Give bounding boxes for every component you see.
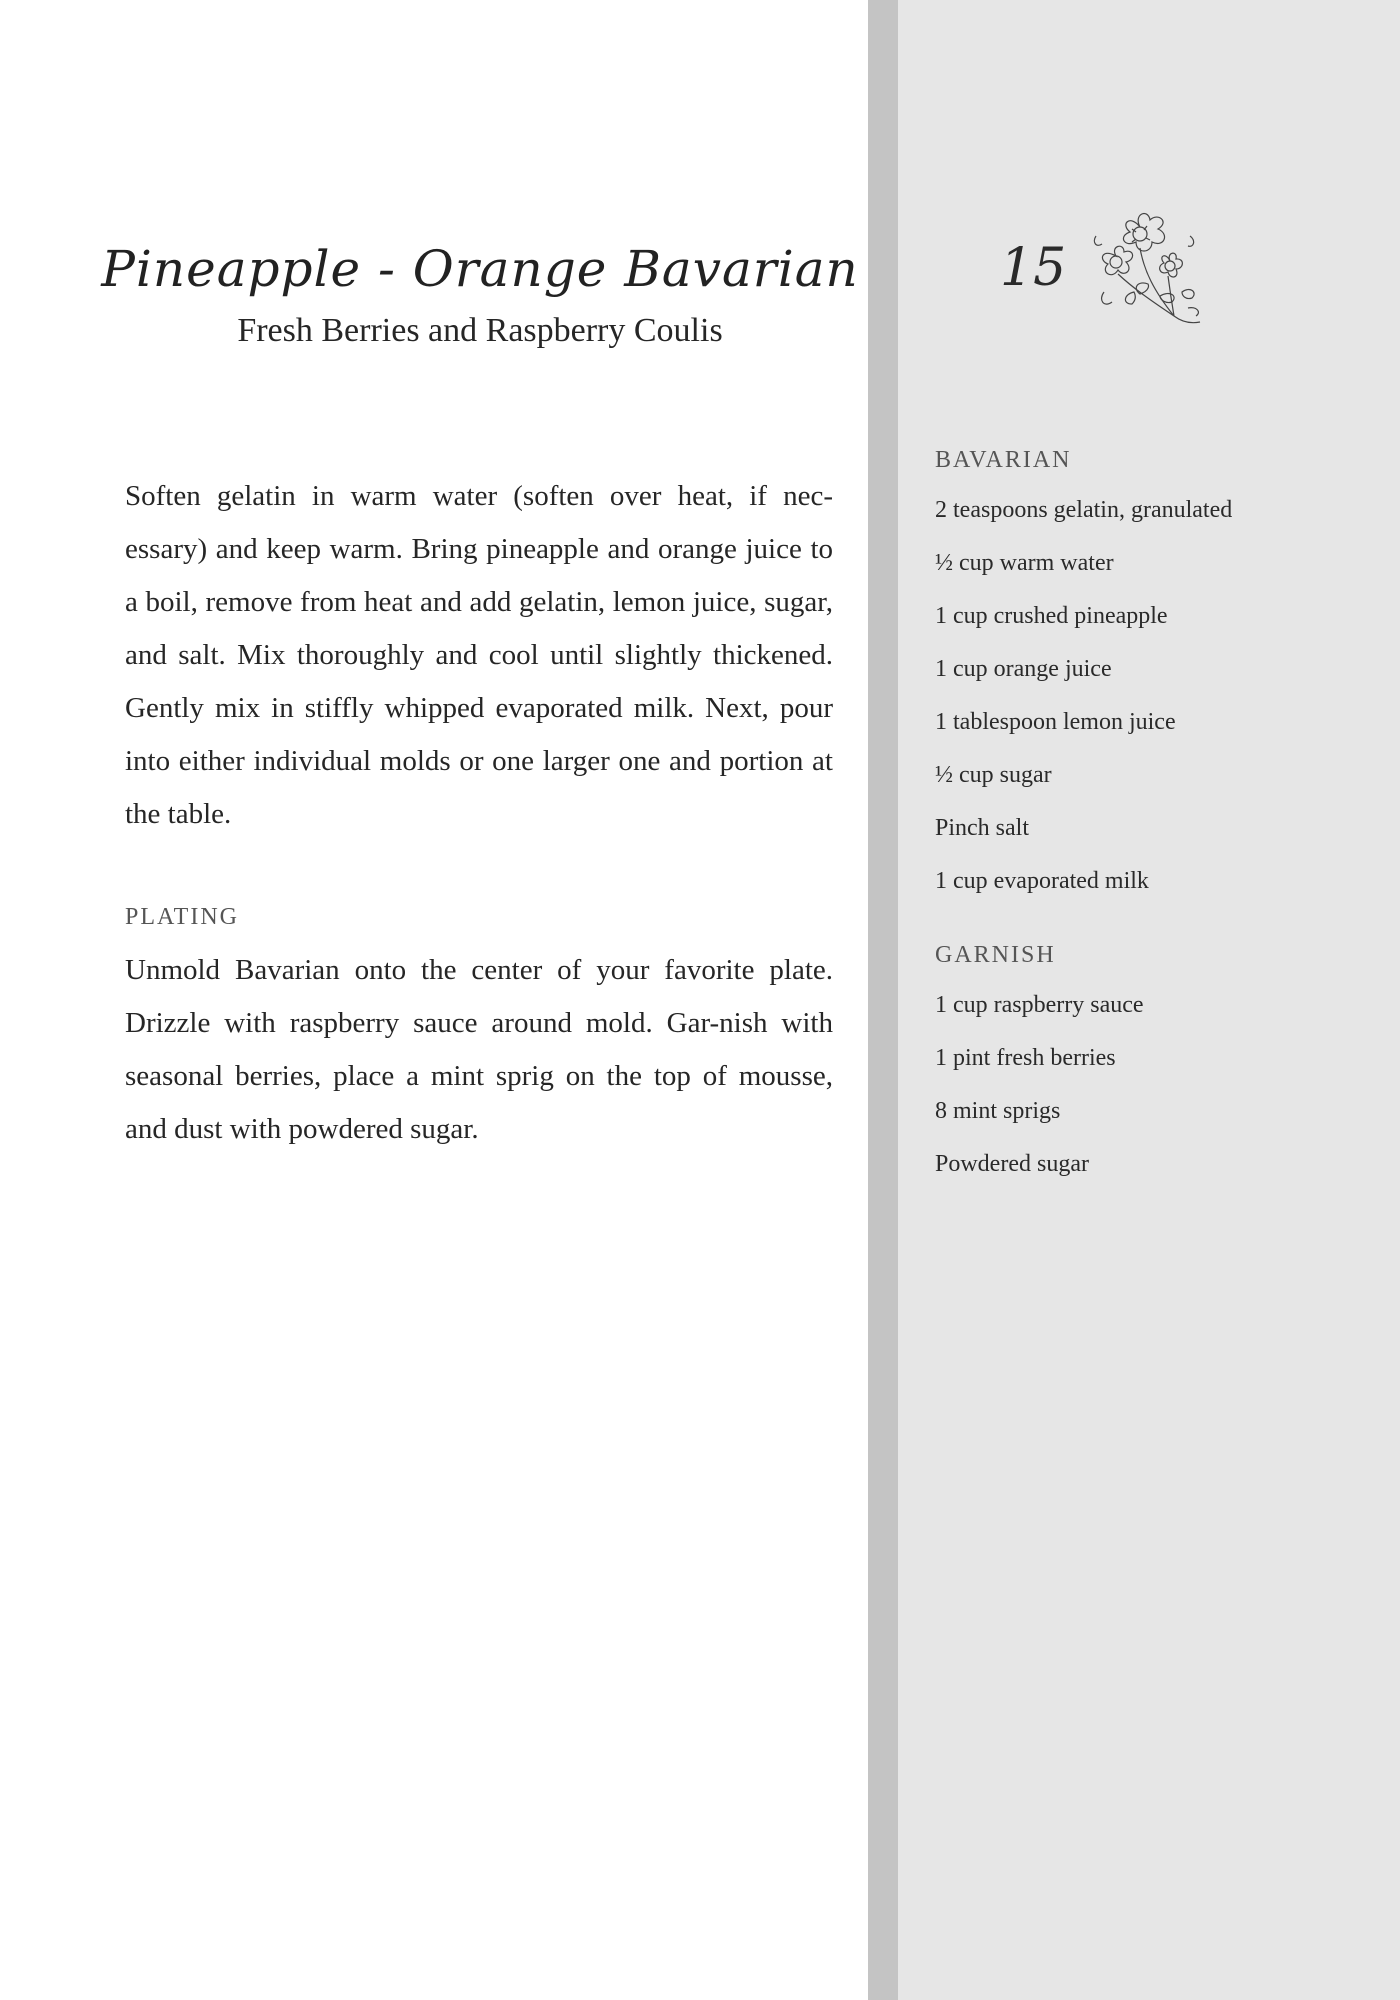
- ingredient-item: Powdered sugar: [935, 1151, 1089, 1177]
- ingredient-item: ½ cup sugar: [935, 762, 1052, 788]
- ingredient-item: 1 cup crushed pineapple: [935, 603, 1168, 629]
- ingredient-item: 8 mint sprigs: [935, 1098, 1061, 1124]
- divider-bar: [868, 0, 898, 2000]
- bavarian-ingredient-list: [935, 488, 1365, 912]
- ingredient-item: 1 cup evaporated milk: [935, 868, 1149, 894]
- plating-instructions: Unmold Bavarian onto the center of your favorite plate. Drizzle with raspberry sauce around mold. Gar-nish with seasonal berries, place a mint sprig on the top of mousse, and dust with powdered sugar.: [125, 954, 833, 1145]
- ingredient-item: 1 tablespoon lemon juice: [935, 709, 1176, 735]
- page-number: 15: [1000, 238, 1067, 298]
- garnish-ingredient-list: [935, 983, 1365, 1195]
- recipe-title: Pineapple - Orange Bavarian: [101, 240, 859, 298]
- ingredient-item: 1 pint fresh berries: [935, 1045, 1116, 1071]
- ingredient-item: Pinch salt: [935, 815, 1029, 841]
- ingredient-item: 1 cup raspberry sauce: [935, 992, 1144, 1018]
- garnish-ingredients: [935, 935, 1365, 1195]
- plating-heading: PLATING: [125, 904, 239, 930]
- ingredient-item: 2 teaspoons gelatin, granulated: [935, 497, 1233, 523]
- ingredient-item: 1 cup orange juice: [935, 656, 1112, 682]
- garnish-heading: GARNISH: [935, 942, 1056, 968]
- recipe-subtitle: Fresh Berries and Raspberry Coulis: [237, 312, 723, 349]
- bavarian-ingredients: [935, 440, 1365, 912]
- ingredient-item: ½ cup warm water: [935, 550, 1114, 576]
- flower-illustration-icon: [1078, 196, 1218, 336]
- recipe-instructions: Soften gelatin in warm water (soften over heat, if nec-essary) and keep warm. Bring pineapple and orange juice to a boil, remove from heat and add gelatin, lemon juice, sugar, and salt. Mix thoroughly and cool until slightly thickened. Gently mix in stiffly whipped evaporated milk. Next, pour into either individual molds or one larger one and portion at the table.: [125, 480, 833, 830]
- bavarian-heading: BAVARIAN: [935, 447, 1072, 473]
